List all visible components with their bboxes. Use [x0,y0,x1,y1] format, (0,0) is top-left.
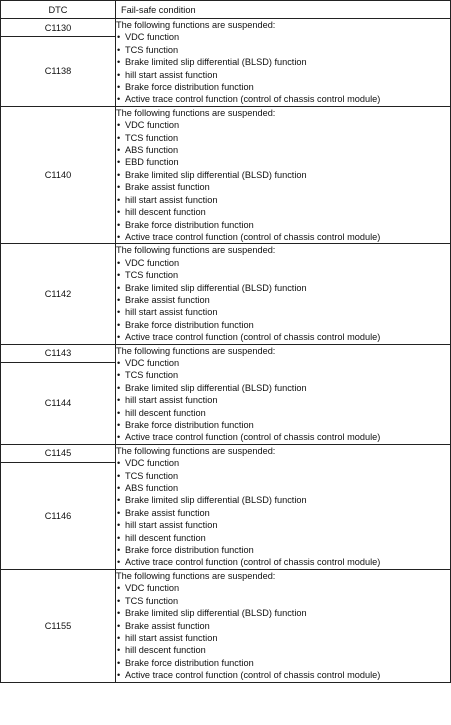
function-name: Active trace control function (control of chassis control module) [125,332,381,343]
list-item [116,306,450,318]
list-item [116,169,450,181]
function-name: hill descent function [125,407,206,418]
function-name: hill start assist function [125,520,218,531]
function-name: Brake limited slip differential (BLSD) function [125,282,307,293]
function-name: EBD function [125,157,179,168]
fail-safe-condition-cell [116,444,451,569]
suspended-functions-intro: The following functions are suspended: [116,345,276,356]
table-row [1,19,451,37]
function-name: hill start assist function [125,69,218,80]
table-header-row [1,1,451,19]
list-item [116,457,450,469]
bullet-icon: • [117,294,121,305]
function-name: VDC function [125,357,180,368]
list-item [116,181,450,193]
bullet-icon: • [117,520,121,531]
function-name: Brake assist function [125,620,210,631]
list-item [116,269,450,281]
function-name: Brake force distribution function [125,420,254,430]
bullet-icon: • [117,620,121,631]
suspended-functions-list [116,119,450,243]
bullet-icon: • [117,282,121,293]
list-item [116,407,450,419]
list-item [116,595,450,607]
table-row [1,244,451,344]
list-item [116,156,450,168]
list-item [116,231,450,243]
bullet-icon: • [117,157,121,168]
list-item [116,470,450,482]
bullet-icon: • [117,94,121,105]
list-item [116,369,450,381]
function-name: Brake force distribution function [125,657,254,668]
function-name: Brake limited slip differential (BLSD) function [125,495,307,506]
fail-safe-condition-cell [116,106,451,243]
bullet-icon: • [117,69,121,80]
bullet-icon: • [117,595,121,606]
function-name: Brake assist function [125,182,210,193]
list-item [116,556,450,568]
fail-safe-condition-cell [116,569,451,682]
list-item [116,544,450,556]
bullet-icon: • [117,407,121,418]
bullet-icon: • [117,507,121,518]
function-name: Brake force distribution function [125,545,254,556]
dtc-code-cell: C1144 [1,362,116,444]
table-row [1,569,451,682]
bullet-icon: • [117,645,121,656]
function-name: TCS function [125,370,179,381]
list-item [116,93,450,105]
function-name: Brake force distribution function [125,82,254,93]
function-name: Active trace control function (control of chassis control module) [125,557,381,568]
dtc-code-cell: C1145 [1,444,116,462]
bullet-icon: • [117,583,121,594]
function-name: VDC function [125,32,180,43]
bullet-icon: • [117,332,121,343]
bullet-icon: • [117,483,121,494]
function-name: TCS function [125,44,179,55]
list-item [116,257,450,269]
bullet-icon: • [117,532,121,543]
bullet-icon: • [117,370,121,381]
bullet-icon: • [117,420,121,430]
list-item [116,132,450,144]
list-item [116,282,450,294]
suspended-functions-intro: The following functions are suspended: [116,245,276,256]
function-name: ABS function [125,483,179,494]
list-item [116,494,450,506]
bullet-icon: • [117,632,121,643]
bullet-icon: • [117,82,121,93]
list-item [116,357,450,369]
list-item [116,394,450,406]
list-item [116,482,450,494]
function-name: TCS function [125,270,179,281]
function-name: VDC function [125,257,180,268]
function-name: Active trace control function (control of chassis control module) [125,432,381,443]
function-name: hill descent function [125,532,206,543]
function-name: TCS function [125,470,179,481]
function-name: Brake limited slip differential (BLSD) function [125,57,307,68]
function-name: Brake assist function [125,507,210,518]
bullet-icon: • [117,395,121,406]
bullet-icon: • [117,132,121,143]
list-item [116,507,450,519]
bullet-icon: • [117,557,121,568]
bullet-icon: • [117,458,121,469]
list-item [116,582,450,594]
function-name: Brake limited slip differential (BLSD) function [125,608,307,619]
suspended-functions-list [116,457,450,569]
bullet-icon: • [117,120,121,131]
table-row [1,106,451,243]
function-name: Brake force distribution function [125,319,254,330]
bullet-icon: • [117,182,121,193]
function-name: Active trace control function (control of chassis control module) [125,94,381,105]
list-item [116,519,450,531]
suspended-functions-intro: The following functions are suspended: [116,107,276,118]
function-name: Active trace control function (control of chassis control module) [125,670,381,681]
bullet-icon: • [117,657,121,668]
suspended-functions-intro: The following functions are suspended: [116,445,276,456]
bullet-icon: • [117,495,121,506]
list-item [116,644,450,656]
list-item [116,657,450,669]
suspended-functions-list [116,257,450,344]
function-name: hill start assist function [125,307,218,318]
function-name: Brake assist function [125,294,210,305]
list-item [116,294,450,306]
fail-safe-condition-cell [116,244,451,344]
list-item [116,620,450,632]
list-item [116,56,450,68]
function-name: hill start assist function [125,194,218,205]
bullet-icon: • [117,670,121,681]
list-item [116,532,450,544]
function-name: hill start assist function [125,632,218,643]
list-item [116,144,450,156]
bullet-icon: • [117,231,121,242]
table-row [1,444,451,462]
bullet-icon: • [117,219,121,230]
bullet-icon: • [117,307,121,318]
table-body [1,19,451,683]
list-item [116,219,450,231]
function-name: VDC function [125,458,180,469]
dtc-code-cell: C1130 [1,19,116,37]
function-name: Active trace control function (control of chassis control module) [125,231,381,242]
bullet-icon: • [117,470,121,481]
list-item [116,632,450,644]
list-item [116,81,450,93]
bullet-icon: • [117,382,121,393]
table-row [1,344,451,362]
dtc-code-cell: C1155 [1,569,116,682]
list-item [116,31,450,43]
list-item [116,431,450,443]
fail-safe-condition-cell [116,344,451,444]
suspended-functions-list [116,582,450,681]
condition-column-header: Fail-safe condition [116,1,451,19]
list-item [116,331,450,343]
suspended-functions-intro: The following functions are suspended: [116,20,276,30]
list-item [116,119,450,131]
function-name: VDC function [125,120,180,131]
dtc-code-cell: C1138 [1,37,116,107]
bullet-icon: • [117,207,121,218]
function-name: ABS function [125,145,179,156]
list-item [116,44,450,56]
bullet-icon: • [117,608,121,619]
suspended-functions-intro: The following functions are suspended: [116,570,276,581]
bullet-icon: • [117,32,121,43]
function-name: VDC function [125,583,180,594]
function-name: TCS function [125,132,179,143]
suspended-functions-list [116,357,450,444]
list-item [116,607,450,619]
dtc-code-cell: C1143 [1,344,116,362]
bullet-icon: • [117,57,121,68]
bullet-icon: • [117,319,121,330]
function-name: hill descent function [125,645,206,656]
list-item [116,319,450,331]
fail-safe-condition-cell [116,19,451,107]
list-item [116,69,450,81]
dtc-code-cell: C1140 [1,106,116,243]
bullet-icon: • [117,194,121,205]
suspended-functions-list [116,31,450,105]
function-name: Brake limited slip differential (BLSD) function [125,169,307,180]
bullet-icon: • [117,145,121,156]
function-name: hill descent function [125,207,206,218]
bullet-icon: • [117,357,121,368]
function-name: hill start assist function [125,395,218,406]
bullet-icon: • [117,257,121,268]
bullet-icon: • [117,44,121,55]
dtc-column-header: DTC [1,1,116,19]
bullet-icon: • [117,270,121,281]
bullet-icon: • [117,545,121,556]
function-name: TCS function [125,595,179,606]
list-item [116,382,450,394]
list-item [116,206,450,218]
function-name: Brake limited slip differential (BLSD) function [125,382,307,393]
dtc-code-cell: C1142 [1,244,116,344]
list-item [116,669,450,681]
bullet-icon: • [117,169,121,180]
list-item [116,419,450,431]
dtc-code-cell: C1146 [1,462,116,569]
list-item [116,194,450,206]
bullet-icon: • [117,432,121,443]
function-name: Brake force distribution function [125,219,254,230]
